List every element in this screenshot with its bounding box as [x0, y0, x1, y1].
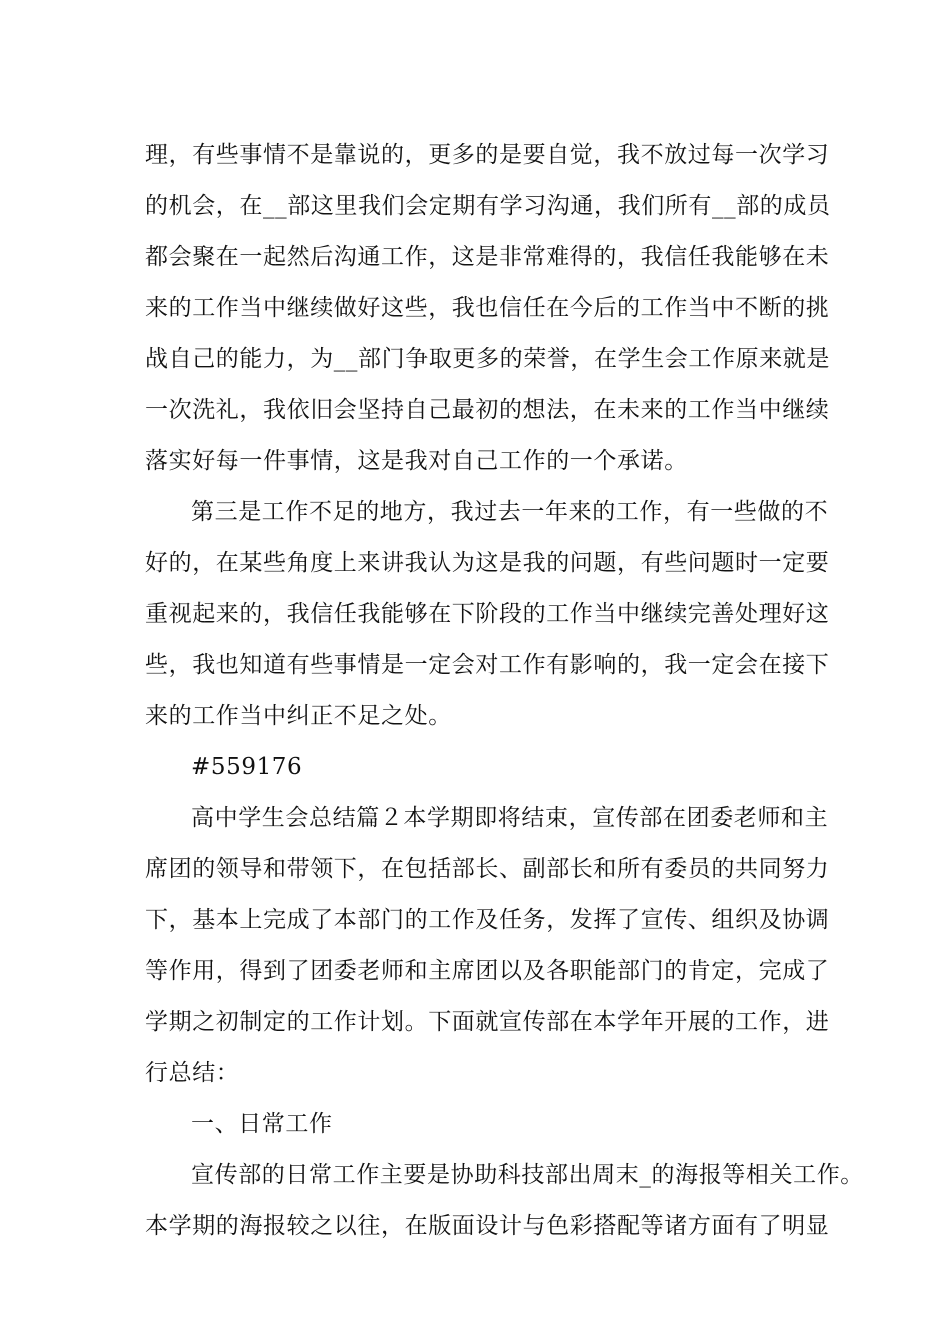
section-heading: 一、日常工作 [191, 1111, 333, 1137]
text-line: 席团的领导和带领下，在包括部长、副部长和所有委员的共同努力 [145, 856, 830, 882]
text-line: 重视起来的，我信任我能够在下阶段的工作当中继续完善处理好这 [145, 601, 830, 627]
text-line: 的机会，在__部这里我们会定期有学习沟通，我们所有__部的成员 [145, 193, 831, 219]
text-line: 学期之初制定的工作计划。下面就宣传部在本学年开展的工作，进 [145, 1009, 830, 1035]
document-id-line: #559176 [191, 754, 303, 780]
text-line: 战自己的能力，为__部门争取更多的荣誉，在学生会工作原来就是 [145, 346, 830, 372]
text-line: 好的，在某些角度上来讲我认为这是我的问题，有些问题时一定要 [145, 550, 830, 576]
text-line: 落实好每一件事情，这是我对自己工作的一个承诺。 [145, 448, 688, 474]
text-line: 些，我也知道有些事情是一定会对工作有影响的，我一定会在接下 [145, 652, 830, 678]
text-line: 来的工作当中继续做好这些，我也信任在今后的工作当中不断的挑 [145, 295, 830, 321]
document-body [145, 130, 864, 1252]
paragraph-start-line: 宣传部的日常工作主要是协助科技部出周末_的海报等相关工作。 [191, 1162, 864, 1188]
text-line: 都会聚在一起然后沟通工作，这是非常难得的，我信任我能够在未 [145, 244, 830, 270]
text-line: 一次洗礼，我依旧会坚持自己最初的想法，在未来的工作当中继续 [145, 397, 830, 423]
paragraph-start-line: 第三是工作不足的地方，我过去一年来的工作，有一些做的不 [191, 499, 829, 525]
text-line: 下，基本上完成了本部门的工作及任务，发挥了宣传、组织及协调 [145, 907, 830, 933]
text-line: 等作用，得到了团委老师和主席团以及各职能部门的肯定，完成了 [145, 958, 830, 984]
text-line: 来的工作当中纠正不足之处。 [145, 703, 452, 729]
text-line: 行总结： [145, 1060, 240, 1086]
text-line: 本学期的海报较之以往，在版面设计与色彩搭配等诸方面有了明显 [145, 1213, 830, 1239]
text-line: 理，有些事情不是靠说的，更多的是要自觉，我不放过每一次学习 [145, 142, 830, 168]
paragraph-start-line: 高中学生会总结篇２本学期即将结束，宣传部在团委老师和主 [191, 805, 829, 831]
